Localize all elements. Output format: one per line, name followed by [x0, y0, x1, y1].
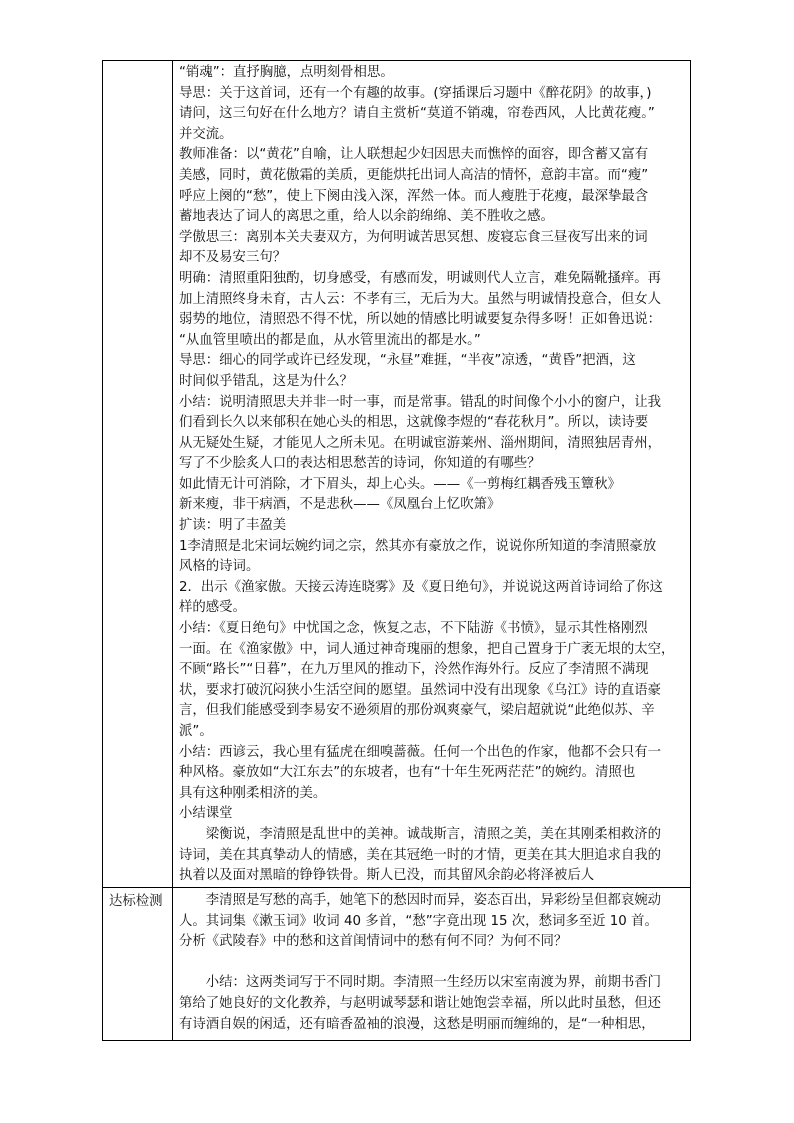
text-line: 们看到长久以来郁积在她心头的相思，这就像李煜的“春花秋月”。所以，读诗要 [179, 415, 649, 431]
text-line: 教师准备：以“黄花”自喻，让人联想起少妇因思夫而憔悴的面容，即含蓄又富有 [179, 147, 649, 163]
text-line: “销魂”：直抒胸臆，点明刻骨相思。 [179, 65, 394, 80]
text-line: 状，要求打破沉闷狭小生活空间的愿望。虽然词中没有出现象《乌江》诗的直语豪 [179, 682, 662, 698]
text-line: 李清照是写愁的高手，她笔下的愁因时而异，姿态百出，异彩纷呈但都哀婉动 [179, 893, 662, 908]
row-label-assessment: 达标检测 [109, 894, 163, 909]
lesson-table [102, 60, 691, 1041]
text-line: 明确：清照重阳独酌，切身感受，有感而发，明诚则代人立言，难免隔靴搔痒。再 [179, 270, 662, 286]
text-line: 蓄地表达了词人的离思之重，给人以余韵绵绵、美不胜收之感。 [179, 209, 554, 225]
row-content-cell [179, 891, 682, 1043]
text-line: “从血管里喷出的都是血，从水管里流出的都是水。” [179, 332, 481, 348]
text-line: 1李清照是北宋词坛婉约词之宗，然其亦有豪放之作，说说你所知道的李清照豪放 [179, 538, 657, 554]
text-line: 导思：细心的同学或许已经发现，“永昼”难捱，“半夜”凉透，“黄昏”把酒，这 [179, 353, 636, 369]
row-label-cell [103, 888, 173, 1040]
text-line: 新来瘦，非干病酒，不是悲秋——《凤凰台上忆吹箫》 [179, 497, 501, 513]
text-line: 种风格。豪放如“大江东去”的东坡者，也有“十年生死两茫茫”的婉约。清照也 [179, 765, 636, 781]
text-line: 分析《武陵春》中的愁和这首闺情词中的愁有何不同？为何不同？ [179, 934, 568, 950]
text-line [179, 953, 682, 974]
row-content-cell [179, 63, 682, 889]
text-line: 小结：《夏日绝句》中忧国之念，恢复之志，不下陆游《书愤》，显示其性格刚烈 [179, 621, 648, 637]
text-line: 人。其词集《漱玉词》收词 40 多首，“愁”字竟出现 15 次，愁词多至近 10 首。 [179, 913, 658, 929]
text-line: 第给了她良好的文化教养，与赵明诚琴瑟和谐让她饱尝幸福，所以此时虽愁，但还 [179, 995, 662, 1011]
text-line: 弱势的地位，清照恐不得不忧，所以她的情感比明诚要复杂得多呀！正如鲁迅说： [179, 312, 662, 328]
row-label-cell-empty [103, 61, 173, 887]
text-line: 呼应上阕的“愁”，使上下阕由浅入深，浑然一体。而人瘦胜于花瘦，最深挚最含 [179, 188, 649, 204]
text-line: 有诗酒自娱的闲适，还有暗香盈袖的浪漫，这愁是明丽而缠绵的，是“一种相思， [179, 1016, 655, 1032]
text-line: 样的感受。 [179, 600, 246, 616]
table-row-lesson-content [103, 61, 690, 888]
text-line: 从无疑处生疑，才能见人之所未见。在明诚宦游莱州、淄州期间，清照独居青州， [179, 435, 662, 451]
text-line: 并交流。 [179, 126, 233, 142]
text-line: 派”。 [179, 724, 213, 739]
text-line: 加上清照终身未育，古人云：不孝有三，无后为大。虽然与明诚情投意合，但女人 [179, 291, 662, 307]
text-line: 学傲思三：离别本关夫妻双方，为何明诚苦思冥想、废寝忘食三昼夜写出来的词 [179, 229, 648, 245]
text-line: 诗词，美在其真挚动人的情感，美在其冠绝一时的才情，更美在其大胆追求自我的 [179, 847, 662, 863]
text-line: 言，但我们能感受到李易安不逊须眉的那份飒爽豪气，梁启超就说“此绝似苏、辛 [179, 703, 655, 719]
text-line: 小结：说明清照思夫并非一时一事，而是常事。错乱的时间像个小小的窗户，让我 [179, 394, 662, 410]
text-line: 执着以及面对黑暗的铮铮铁骨。斯人已没，而其留风余韵必将泽被后人 [179, 868, 595, 884]
text-line: 2．出示《渔家傲。天接云涛连晓雾》及《夏日绝句》，并说说这两首诗词给了你这 [179, 579, 663, 595]
text-line: 如此情无计可消除，才下眉头，却上心头。——《一剪梅红耦香残玉簟秋》 [179, 476, 621, 492]
text-line: 梁衡说，李清照是乱世中的美神。诚哉斯言，清照之美，美在其刚柔相救济的 [179, 826, 662, 842]
text-line: 不顾“路长”“日暮”，在九万里风的推动下，泠然作海外行。反应了李清照不满现 [179, 662, 649, 678]
text-line: 小结：这两类词写于不同时期。李清照一生经历以宋室南渡为界，前期书香门 [179, 975, 662, 991]
text-line: 具有这种刚柔相济的美。 [179, 785, 327, 801]
text-line: 导思：关于这首词，还有一个有趣的故事。(穿插课后习题中《醉花阴》的故事，) [179, 85, 652, 101]
text-line: 风格的诗词。 [179, 559, 260, 575]
text-line: 写了不少脍炙人口的表达相思愁苦的诗词，你知道的有哪些？ [179, 456, 541, 472]
text-line: 小结课堂 [179, 806, 233, 822]
text-line: 扩读：明了丰盈美 [179, 518, 287, 534]
text-line: 请问，这三句好在什么地方？请自主赏析“莫道不销魂，帘卷西风，人比黄花瘦。” [179, 106, 655, 122]
text-line: 却不及易安三句？ [179, 250, 287, 266]
text-line: 美感，同时，黄花傲霜的美质，更能烘托出词人高洁的情怀，意韵丰富。而“瘦” [179, 167, 649, 183]
text-line: 一面。在《渔家傲》中，词人通过神奇瑰丽的想象，把自己置身于广袤无垠的太空， [179, 641, 675, 657]
table-row-assessment [103, 888, 690, 1040]
text-line: 时间似乎错乱，这是为什么？ [179, 373, 354, 389]
text-line: 小结：西谚云，我心里有猛虎在细嗅蔷薇。任何一个出色的作家，他都不会只有一 [179, 744, 662, 760]
